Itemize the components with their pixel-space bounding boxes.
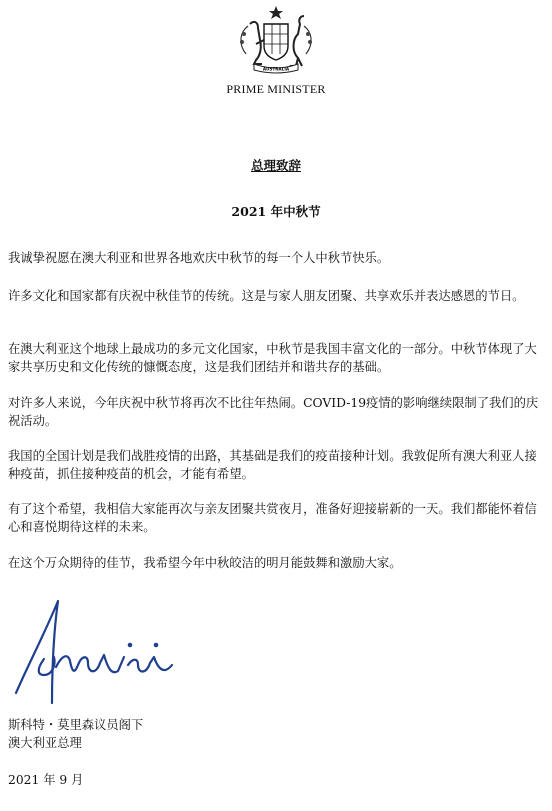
office-label: PRIME MINISTER bbox=[226, 82, 326, 96]
letter-subtitle: 2021 年中秋节 bbox=[231, 204, 321, 219]
signature-icon bbox=[8, 595, 188, 710]
paragraph: 我诚挚祝愿在澳大利亚和世界各地欢庆中秋节的每一个人中秋节快乐。 bbox=[8, 251, 390, 265]
paragraph: 我国的全国计划是我们战胜疫情的出路，其基础是我们的疫苗接种计划。我敦促所有澳大利亚人接种疫苗，抓住接种疫苗的机会，才能有希望。 bbox=[8, 449, 537, 481]
coat-of-arms-icon bbox=[226, 4, 326, 76]
signer-name: 斯科特・莫里森议员阁下 bbox=[8, 718, 144, 732]
svg-text:AUSTRALIA: AUSTRALIA bbox=[262, 66, 290, 72]
paragraph: 对许多人来说，今年庆祝中秋节将再次不比往年热闹。COVID-19疫情的影响继续限制了我们的庆祝活动。 bbox=[8, 396, 539, 428]
paragraph: 有了这个希望，我相信大家能再次与亲友团聚共赏夜月，准备好迎接崭新的一天。我们都能怀着信心和喜悦期待这样的未来。 bbox=[8, 502, 537, 534]
letter-date: 2021 年 9 月 bbox=[8, 773, 84, 787]
paragraph: 在澳大利亚这个地球上最成功的多元文化国家，中秋节是我国丰富文化的一部分。中秋节体现了大家共享历史和文化传统的慷慨态度，这是我们团结并和谐共存的基础。 bbox=[8, 342, 537, 374]
signer-title: 澳大利亚总理 bbox=[8, 736, 82, 750]
paragraph: 许多文化和国家都有庆祝中秋佳节的传统。这是与家人朋友团聚、共享欢乐并表达感恩的节日。 bbox=[8, 289, 525, 303]
paragraph: 在这个万众期待的佳节，我希望今年中秋皎洁的明月能鼓舞和激励大家。 bbox=[8, 556, 402, 570]
letter-title: 总理致辞 bbox=[250, 158, 301, 173]
